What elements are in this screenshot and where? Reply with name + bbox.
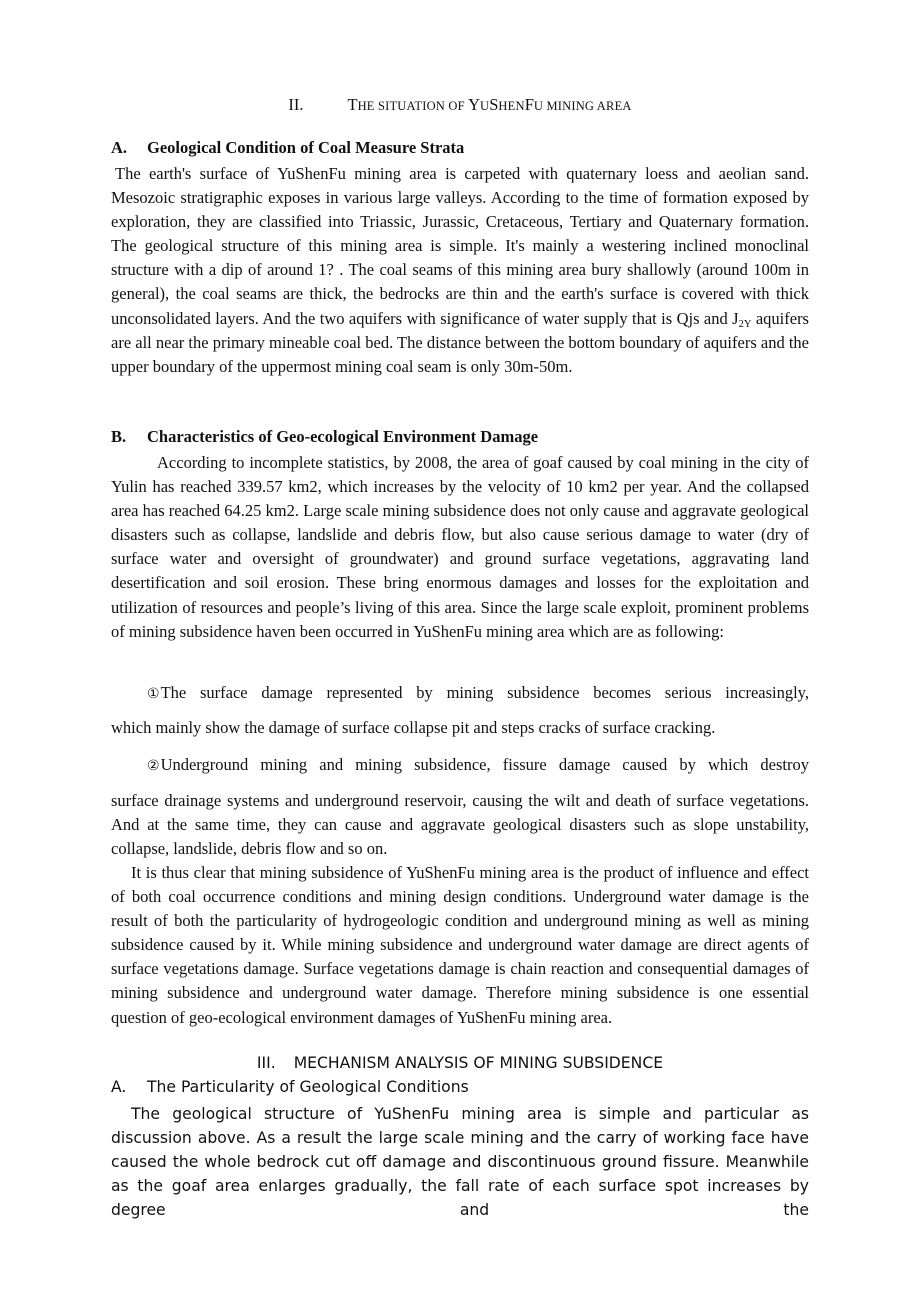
para-text: aquifers are all near the primary mineable coal bed. The distance between the bottom boundary of aquifers and the upper boundary of the uppermost mining coal seam is only 30m-50m. <box>111 308 809 376</box>
section-3-subsection-a-label: A. <box>111 1078 127 1096</box>
list-item-2-continuation: surface drainage systems and underground reservoir, causing the wilt and death of surface vegetations. And at the same time, they can cause and aggravate geological disasters such as slope unstability, collapse, landslide, debris flow and so on. <box>111 791 809 859</box>
subsection-b-heading <box>111 427 538 447</box>
list-item-1-line-2: which mainly show the damage of surface collapse pit and steps cracks of surface cracking. <box>111 718 716 737</box>
para-text: The earth's surface of YuShenFu mining area is carpeted with quaternary loess and aeolian sand. Mesozoic stratigraphic exposes in various large valleys. According to the time of formation exposed by exploration, they are classified into Triassic, Jurassic, Cretaceous, Tertiary and Quaternary formation. The geological structure of this mining area is simple. It's mainly a westering inclined monoclinal structure with a dip of around 1? . The coal seams of this mining area bury shallowly (around 100m in general), the coal seams are thick, the bedrocks are thin and the earth's surface is covered with thick unconsolidated layers. And the two aquifers with significance of water supply that is Qjs and J <box>111 164 809 328</box>
title-cap: F <box>524 95 534 114</box>
section-2-number: II. <box>288 95 304 114</box>
subsection-b-label: B. <box>111 427 127 446</box>
subsection-b-title: Characteristics of Geo-ecological Environment Damage <box>147 427 539 446</box>
section-3-subsection-a-title: The Particularity of Geological Conditions <box>147 1078 469 1096</box>
subsection-a-heading <box>111 138 464 158</box>
list-item-1-line-1 <box>111 681 809 706</box>
title-smallcaps: U <box>479 99 490 113</box>
list-item-text: Underground mining and mining subsidence, fissure damage caused by which destroy <box>160 755 809 774</box>
subsection-a-title: Geological Condition of Coal Measure Strata <box>147 138 465 157</box>
section-3-heading <box>0 1054 920 1072</box>
list-item-text: The surface damage represented by mining subsidence becomes serious increasingly, <box>160 683 809 702</box>
section-3-title: MECHANISM ANALYSIS OF MINING SUBSIDENCE <box>293 1054 664 1072</box>
subscript: 2Y <box>738 318 752 330</box>
section-2-heading <box>0 95 920 115</box>
list-item-2-line-1 <box>111 753 809 778</box>
title-smallcaps: HEN <box>498 99 525 113</box>
title-cap: T <box>347 95 358 114</box>
title-smallcaps: HE SITUATION OF <box>357 99 469 113</box>
section-3-subsection-a-heading <box>111 1078 469 1096</box>
title-cap: S <box>489 95 499 114</box>
circled-number-1: ① <box>147 686 160 702</box>
circled-number-2: ② <box>147 758 160 774</box>
title-cap: Y <box>468 95 480 114</box>
section-3-number: III. <box>256 1054 276 1072</box>
section-3-paragraph: The geological structure of YuShenFu mining area is simple and particular as discussion above. As a result the large scale mining and the carry of working face have caused the whole bedrock cut off damage and discontinuous ground fissure. Meanwhile as the goaf area enlarges gradually, the fall rate of each surface spot increases by degree and the <box>111 1105 809 1220</box>
subsection-b-paragraph-1: According to incomplete statistics, by 2008, the area of goaf caused by coal mining in the city of Yulin has reached 339.57 km2, which increases by the velocity of 10 km2 per year. And the collapsed area has reached 64.25 km2. Large scale mining subsidence does not only cause and aggravate geological disasters such as collapse, landslide and debris flow, but also cause serious damage to water (dry of surface water and oversight of groundwater) and ground surface vegetations, aggravating land desertification and soil erosion. These bring enormous damages and losses for the exploitation and utilization of resources and people’s living of this area. Since the large scale exploit, prominent problems of mining subsidence haven been occurred in YuShenFu mining area which are as following: <box>111 453 809 641</box>
title-smallcaps: U MINING AREA <box>533 99 632 113</box>
subsection-a-paragraph <box>111 162 809 379</box>
subsection-b-paragraph-2: It is thus clear that mining subsidence of YuShenFu mining area is the product of influence and effect of both coal occurrence conditions and mining design conditions. Underground water damage is the result of both the particularity of hydrogeologic condition and underground mining as well as mining subsidence caused by it. While mining subsidence and underground water damage are direct agents of surface vegetations damage. Surface vegetations damage is chain reaction and consequential damages of mining subsidence and underground water damage. Therefore mining subsidence is one essential question of geo-ecological environment damages of YuShenFu mining area. <box>111 863 809 1027</box>
subsection-a-label: A. <box>111 138 128 157</box>
section-2-title <box>347 95 631 114</box>
